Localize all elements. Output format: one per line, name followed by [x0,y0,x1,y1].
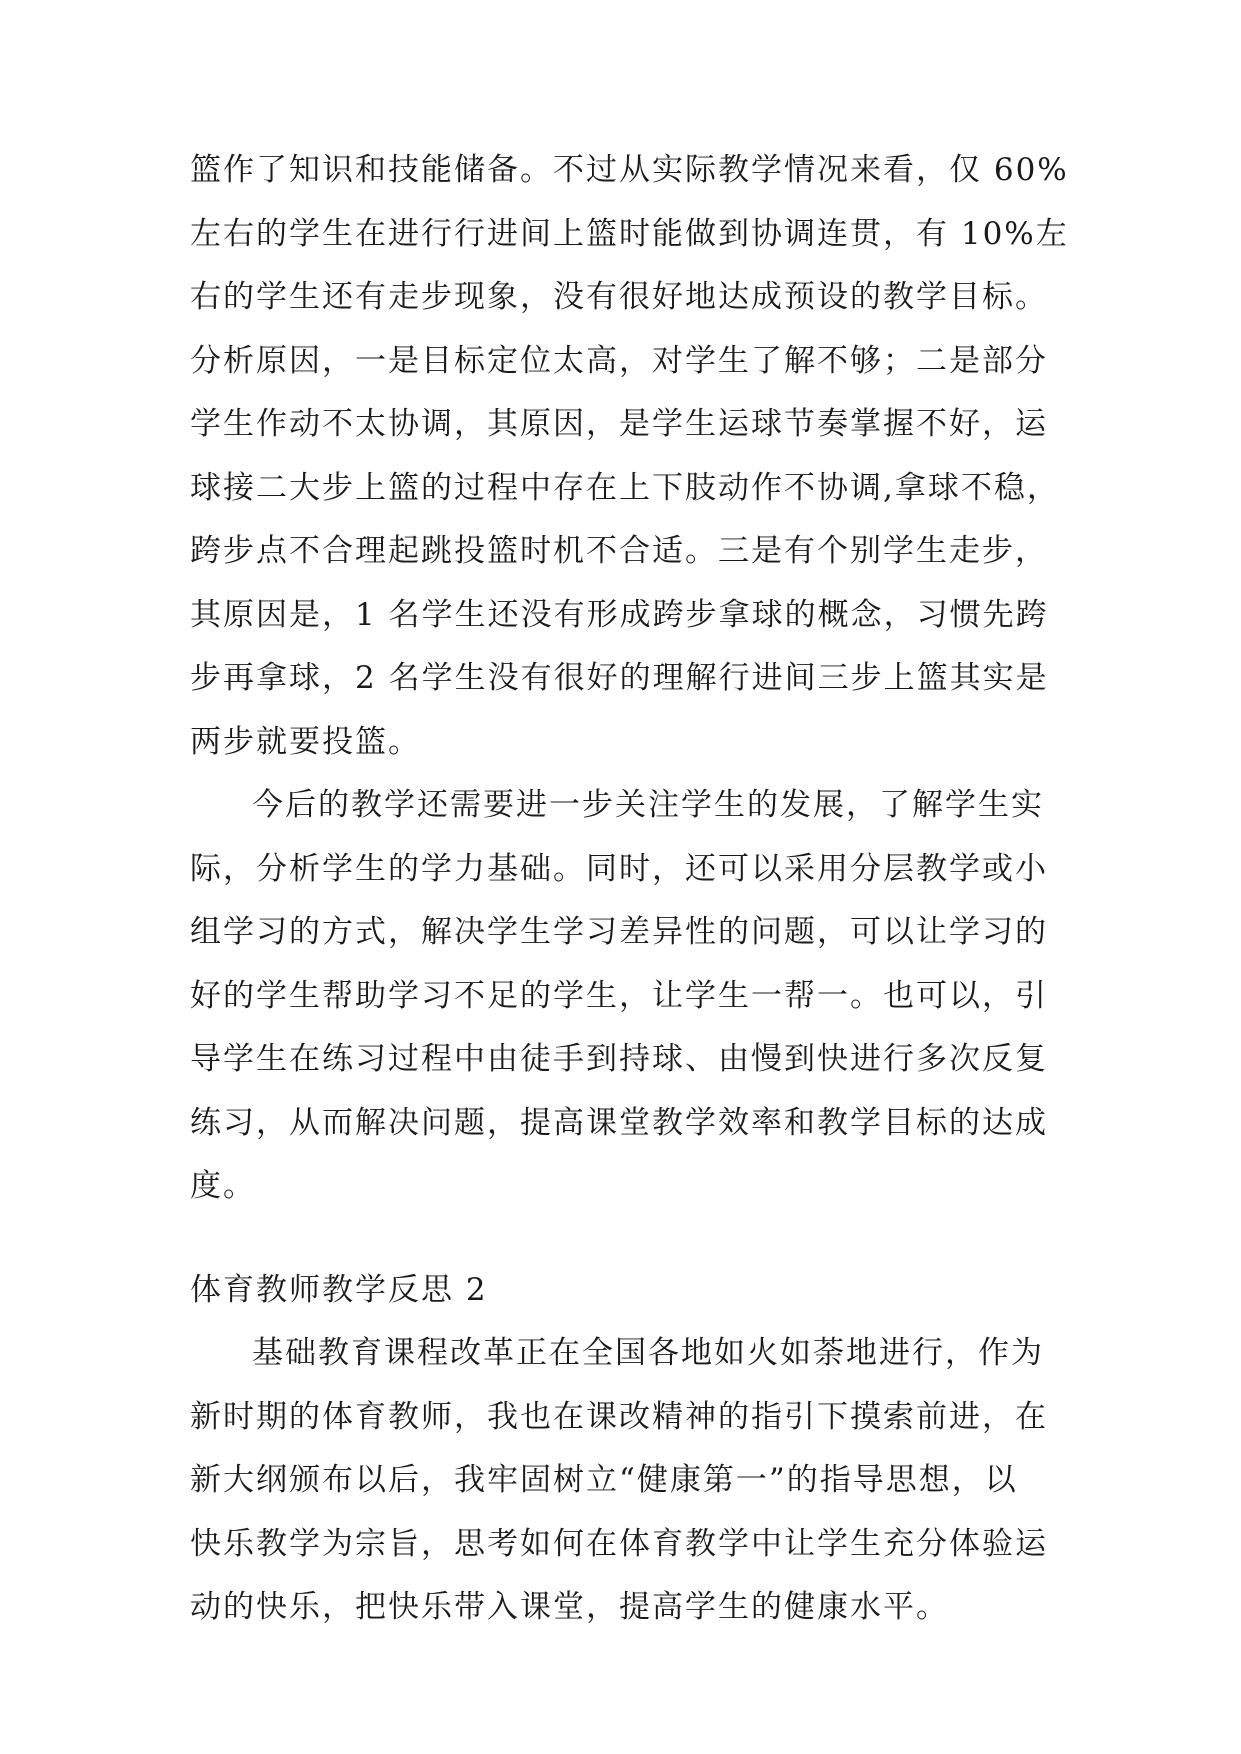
paragraph-line: 组学习的方式，解决学生学习差异性的问题，可以让学习的 [190,914,1048,950]
paragraph-line: 际，分析学生的学力基础。同时，还可以采用分层教学或小 [190,851,1048,887]
paragraph-line: 其原因是，1 名学生还没有形成跨步拿球的概念，习惯先跨 [190,597,1049,633]
paragraph-line: 练习，从而解决问题，提高课堂教学效率和教学目标的达成 [190,1105,1048,1141]
paragraph-line: 步再拿球，2 名学生没有很好的理解行进间三步上篮其实是 [190,660,1049,696]
paragraph-line: 快乐教学为宗旨，思考如何在体育教学中让学生充分体验运 [190,1526,1048,1562]
paragraph-line: 好的学生帮助学习不足的学生，让学生一帮一。也可以，引 [190,978,1048,1014]
paragraph-line: 今后的教学还需要进一步关注学生的发展，了解学生实 [252,787,1044,823]
paragraph-line: 新时期的体育教师，我也在课改精神的指引下摸索前进，在 [190,1399,1048,1435]
paragraph-line: 左右的学生在进行行进间上篮时能做到协调连贯，有 10%左 [190,216,1069,252]
paragraph-line: 新大纲颁布以后，我牢固树立“健康第一”的指导思想，以 [190,1462,1018,1498]
paragraph-line: 学生作动不太协调，其原因，是学生运球节奏掌握不好，运 [190,406,1048,442]
paragraph-line: 两步就要投篮。 [190,724,421,760]
paragraph-line: 动的快乐，把快乐带入课堂，提高学生的健康水平。 [190,1589,949,1625]
paragraph-line: 篮作了知识和技能储备。不过从实际教学情况来看，仅 60% [190,152,1069,188]
paragraph-line: 度。 [190,1168,256,1204]
paragraph-line: 跨步点不合理起跳投篮时机不合适。三是有个别学生走步， [190,533,1048,569]
section-heading: 体育教师教学反思 2 [190,1272,488,1308]
paragraph-line: 球接二大步上篮的过程中存在上下肢动作不协调,拿球不稳， [190,470,1060,506]
paragraph-line: 基础教育课程改革正在全国各地如火如荼地进行，作为 [252,1335,1044,1371]
paragraph-line: 分析原因，一是目标定位太高，对学生了解不够；二是部分 [190,343,1048,379]
paragraph-line: 导学生在练习过程中由徒手到持球、由慢到快进行多次反复 [190,1041,1048,1077]
paragraph-line: 右的学生还有走步现象，没有很好地达成预设的教学目标。 [190,279,1048,315]
